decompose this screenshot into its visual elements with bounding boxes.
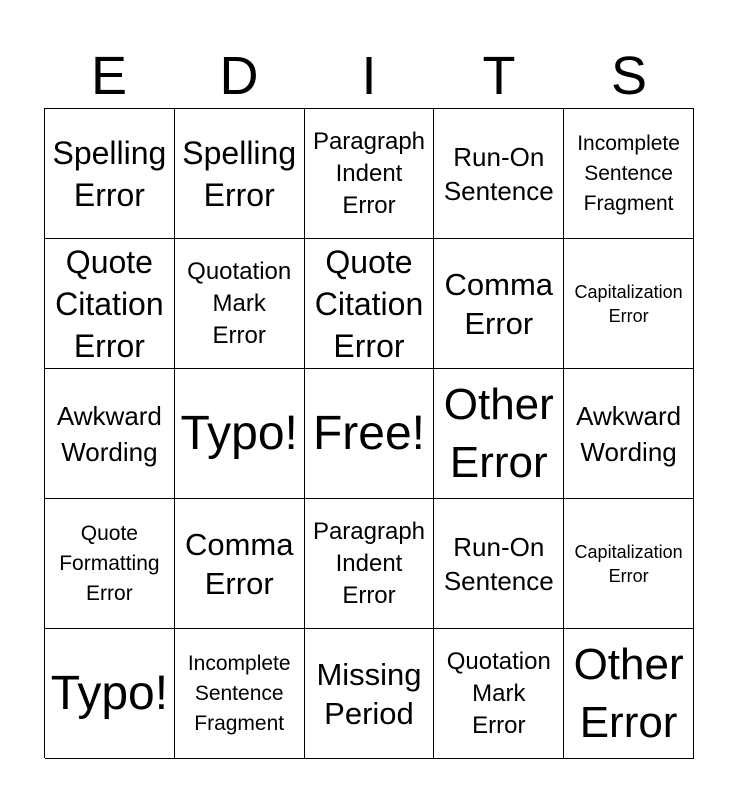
bingo-cell[interactable] (175, 629, 305, 759)
bingo-cell[interactable] (564, 239, 694, 369)
header-letter-s: S (610, 46, 648, 106)
cell-text: Other Error (443, 379, 554, 487)
cell-text: Comma Error (444, 266, 554, 341)
board-row-4 (45, 499, 694, 629)
cell-text: Paragraph Indent Error (312, 517, 426, 609)
board-row-5 (45, 629, 694, 759)
cell-text: Run-On Sentence (443, 141, 554, 206)
cell-text: Spelling Error (52, 134, 167, 213)
cell-text: Paragraph Indent Error (312, 127, 426, 219)
cell-text: Awkward Wording (56, 400, 162, 467)
bingo-cell[interactable] (434, 369, 564, 499)
bingo-cell[interactable] (434, 629, 564, 759)
bingo-cell[interactable] (434, 499, 564, 629)
bingo-cell[interactable] (564, 499, 694, 629)
bingo-cell[interactable] (564, 629, 694, 759)
header-letter-d: D (219, 46, 259, 106)
bingo-cell[interactable] (305, 239, 435, 369)
cell-text: Quote Citation Error (55, 243, 164, 364)
bingo-cell[interactable] (45, 369, 175, 499)
cell-text: Quotation Mark Error (446, 647, 551, 739)
bingo-header (44, 44, 694, 108)
bingo-cell[interactable] (45, 109, 175, 239)
header-letter-e: E (90, 46, 128, 106)
bingo-cell[interactable] (434, 109, 564, 239)
bingo-cell[interactable] (305, 629, 435, 759)
bingo-cell[interactable] (305, 499, 435, 629)
bingo-cell[interactable] (564, 109, 694, 239)
cell-text: Free! (312, 406, 425, 460)
bingo-cell[interactable] (434, 239, 564, 369)
cell-text: Run-On Sentence (443, 531, 554, 596)
bingo-cell[interactable] (305, 109, 435, 239)
header-letter-t: T (482, 46, 516, 106)
cell-text: Typo! (180, 406, 298, 460)
board-row-3 (45, 369, 694, 499)
cell-text: Quotation Mark Error (187, 257, 292, 349)
cell-text: Awkward Wording (576, 400, 682, 467)
bingo-cell[interactable] (564, 369, 694, 499)
bingo-cell[interactable] (175, 109, 305, 239)
free-space[interactable] (305, 369, 435, 499)
bingo-board (44, 108, 694, 758)
board-row-2 (45, 239, 694, 369)
cell-text: Quote Citation Error (314, 243, 424, 364)
bingo-cell[interactable] (175, 239, 305, 369)
cell-text: Incomplete Sentence Fragment (577, 131, 680, 215)
bingo-cell[interactable] (175, 499, 305, 629)
bingo-cell[interactable] (45, 499, 175, 629)
header-letter-i: I (361, 46, 377, 106)
cell-text: Typo! (50, 666, 169, 720)
board-row-1 (45, 109, 694, 239)
bingo-cell[interactable] (45, 239, 175, 369)
cell-text: Quote Formatting Error (59, 521, 160, 605)
cell-text: Spelling Error (182, 134, 297, 213)
cell-text: Incomplete Sentence Fragment (187, 651, 291, 735)
cell-text: Capitalization Error (574, 541, 683, 586)
bingo-cell[interactable] (175, 369, 305, 499)
bingo-cell[interactable] (45, 629, 175, 759)
cell-text: Comma Error (184, 526, 294, 601)
cell-text: Other Error (573, 639, 684, 747)
cell-text: Capitalization Error (574, 281, 683, 326)
cell-text: Missing Period (316, 656, 422, 731)
